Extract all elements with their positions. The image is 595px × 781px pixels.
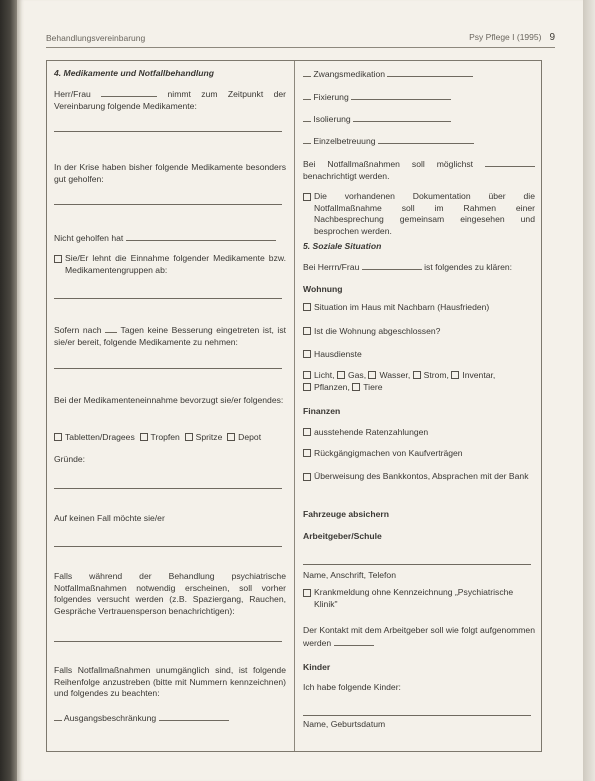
medication-form-options [54, 432, 286, 444]
option-exit-restriction: Ausgangsbeschränkung [54, 712, 286, 725]
option-isolation: Isolierung [303, 113, 535, 126]
header-journal: Psy Pflege I (1995) [469, 32, 542, 42]
option-pets[interactable]: Tiere [352, 382, 382, 392]
emergency-order-text: Falls Notfallmaßnahmen unumgänglich sind, ist folgende Reihenfolge anzustreben (bitte mit Nummern kennzeichnen) und folgendes zu beachten: [54, 665, 286, 698]
notify-field[interactable] [485, 158, 535, 167]
page-edge [583, 0, 595, 781]
checkbox[interactable] [303, 193, 311, 201]
book-spine [0, 0, 17, 781]
checkbox[interactable] [54, 255, 62, 263]
rank-field[interactable] [54, 712, 62, 721]
option-water[interactable]: Wasser, [368, 370, 410, 380]
documentation-review-option[interactable]: Die vorhandenen Dokumentation über die Notfallmaßnahme soll im Rahmen einer Nachbesprechung gemeinsam eingesehen und besprochen werden. [303, 191, 535, 237]
exit-restriction-field[interactable] [159, 712, 229, 721]
helpful-medication-line[interactable] [54, 204, 282, 205]
option-house-services[interactable]: Hausdienste [303, 349, 535, 361]
finances-heading: Finanzen [303, 406, 341, 416]
option-neighbors[interactable]: Situation im Haus mit Nachbarn (Hausfrieden) [303, 302, 535, 314]
never-text: Auf keinen Fall möchte sie/er [54, 513, 165, 523]
employer-heading: Arbeitgeber/Schule [303, 531, 382, 541]
alternative-medication-line[interactable] [54, 368, 282, 369]
not-helpful-text: Nicht geholfen hat [54, 232, 286, 245]
pre-emergency-line[interactable] [54, 641, 282, 642]
clarify-text: Bei Herrn/Frau ist folgendes zu klären: [303, 262, 513, 272]
option-cancel-contracts[interactable]: Rückgängigmachen von Kaufverträgen [303, 448, 535, 460]
running-header [46, 33, 555, 48]
medication-line[interactable] [54, 131, 282, 132]
column-divider [294, 61, 295, 751]
refused-medication-line[interactable] [54, 298, 282, 299]
employer-contact-text: Der Kontakt mit dem Arbeitgeber soll wie folgt aufgenommen werden [303, 625, 535, 648]
current-medication-text: Herr/Frau nimmt zum Zeitpunkt der Vereinbarung folgende Medikamente: [54, 89, 287, 111]
option-fixation: Fixierung [303, 91, 535, 104]
sick-note-option[interactable]: Krankmeldung ohne Kennzeichnung „Psychiatrische Klinik" [303, 587, 535, 610]
section-5-heading: 5. Soziale Situation [303, 241, 382, 251]
option-installments[interactable]: ausstehende Ratenzahlungen [303, 427, 535, 439]
option-depot[interactable]: Depot [227, 432, 261, 442]
utilities-options [303, 370, 535, 382]
section-4-heading: 4. Medikamente und Notfallbehandlung [54, 68, 214, 78]
option-inventory[interactable]: Inventar, [451, 370, 495, 380]
patient-name-field[interactable] [101, 88, 157, 97]
reasons-line[interactable] [54, 488, 282, 489]
option-bank-transfer[interactable]: Überweisung des Bankkontos, Absprachen mit der Bank [303, 471, 535, 483]
name-address-label: Name, Anschrift, Telefon [303, 570, 396, 580]
never-line[interactable] [54, 546, 282, 547]
after-days-text: Sofern nach Tagen keine Besserung eingetreten ist, ist sie/er bereit, folgende Medikamente zu nehmen: [54, 325, 287, 347]
employer-line[interactable] [303, 564, 531, 565]
vehicles-heading: Fahrzeuge absichern [303, 509, 389, 519]
reasons-label: Gründe: [54, 454, 86, 464]
housing-heading: Wohnung [303, 284, 343, 294]
helpful-medication-text: In der Krise haben bisher folgende Medikamente besonders gut geholfen: [54, 162, 286, 184]
option-plants[interactable]: Pflanzen, [303, 382, 350, 392]
page-number: 9 [549, 32, 555, 43]
plants-pets-options [303, 382, 535, 394]
option-gas[interactable]: Gas, [337, 370, 366, 380]
option-tablets[interactable]: Tabletten/Dragees [54, 432, 135, 442]
option-forced-medication: Zwangsmedikation [303, 68, 535, 81]
name-birthdate-label: Name, Geburtsdatum [303, 719, 386, 729]
employer-contact-field[interactable] [334, 637, 374, 646]
not-helpful-field[interactable] [126, 232, 276, 241]
children-line[interactable] [303, 715, 531, 716]
option-individual-care: Einzelbetreuung [303, 135, 535, 148]
option-drops[interactable]: Tropfen [140, 432, 180, 442]
option-light[interactable]: Licht, [303, 370, 335, 380]
refused-medication-option[interactable]: Sie/Er lehnt die Einnahme folgender Medikamente bzw. Medikamentengruppen ab: [54, 253, 286, 276]
person-field[interactable] [362, 261, 422, 270]
header-title: Behandlungsvereinbarung [46, 33, 146, 43]
option-injection[interactable]: Spritze [185, 432, 223, 442]
preference-text: Bei der Medikamenteneinnahme bevorzugt sie/er folgendes: [54, 395, 284, 405]
pre-emergency-text: Falls während der Behandlung psychiatrische Notfallmaßnahmen notwendig erscheinen, soll vorher folgendes versucht werden (z.B. Spaziergang, Rauchen, Gespräche Vertrauensperson benachrichtigen): [54, 571, 286, 616]
children-text: Ich habe folgende Kinder: [303, 682, 401, 692]
form-box [46, 60, 542, 752]
option-power[interactable]: Strom, [413, 370, 449, 380]
header-journal-block [469, 32, 555, 43]
notify-text: Bei Notfallmaßnahmen soll möglichst benachrichtigt werden. [303, 158, 535, 182]
children-heading: Kinder [303, 662, 331, 672]
days-field[interactable] [105, 324, 117, 333]
option-apartment-locked[interactable]: Ist die Wohnung abgeschlossen? [303, 326, 535, 338]
